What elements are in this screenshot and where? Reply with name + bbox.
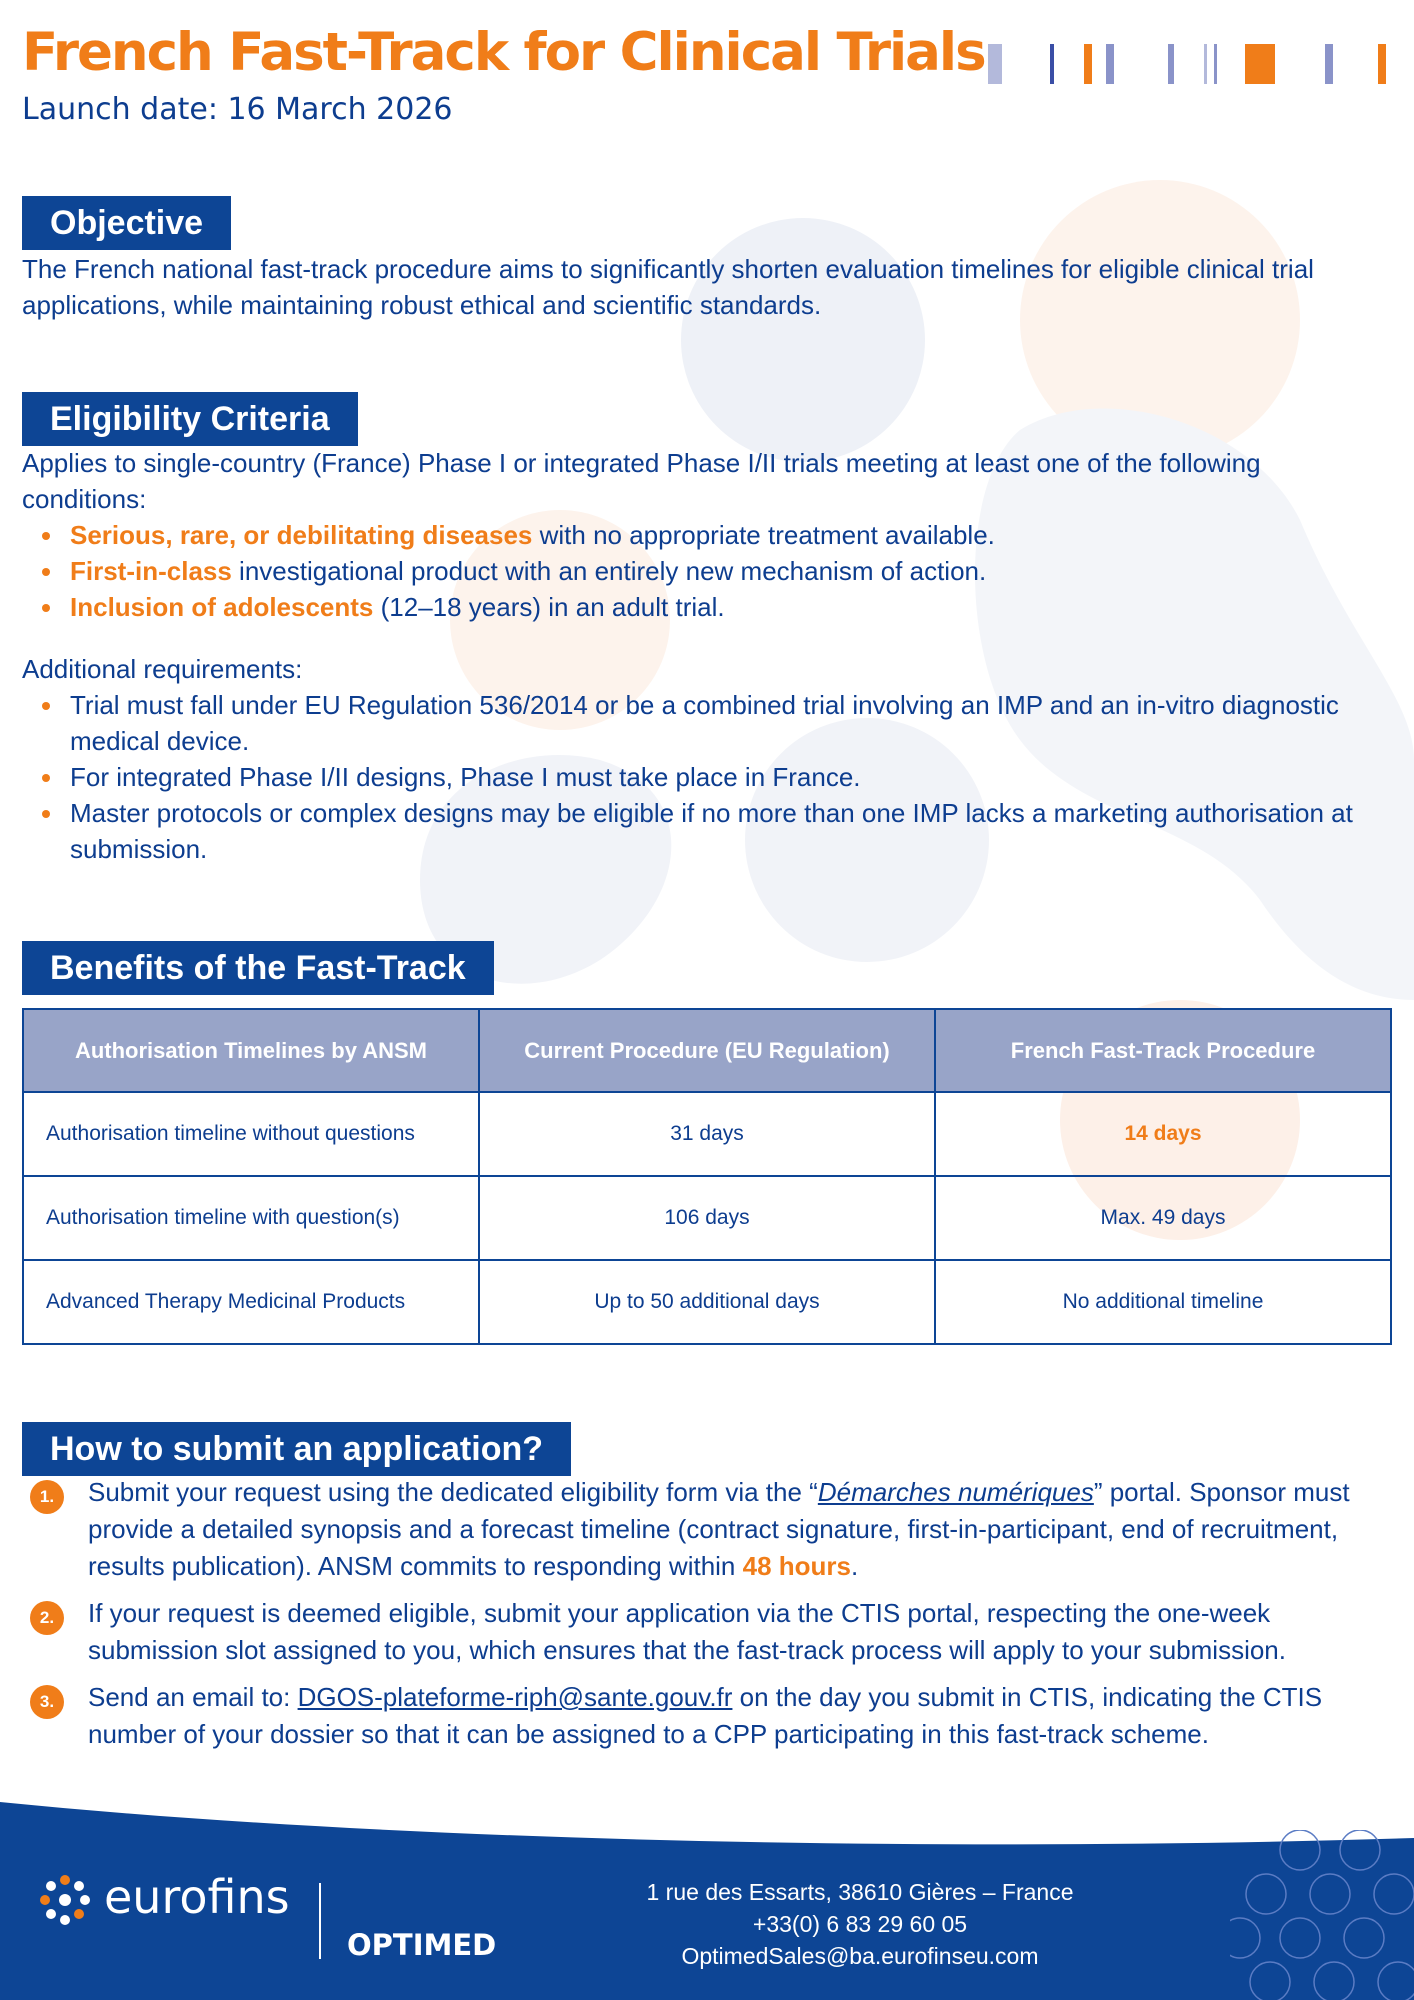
criterion-text: investigational product with an entirely new mechanism of action. (231, 556, 987, 586)
column-header: Authorisation Timelines by ANSM (23, 1009, 479, 1092)
table-row (23, 1092, 1391, 1176)
table-cell: 106 days (479, 1176, 935, 1260)
step-item (22, 1679, 1392, 1753)
step-number-badge: 1. (30, 1480, 64, 1514)
criterion-text: with no appropriate treatment available. (532, 520, 995, 550)
submit-steps (22, 1474, 1392, 1763)
step-text: . (850, 1551, 859, 1581)
step-text: Send an email to: (88, 1682, 298, 1712)
contact-block (560, 1876, 1160, 1972)
email-link[interactable]: DGOS-plateforme-riph@sante.gouv.fr (297, 1682, 733, 1712)
table-cell: Max. 49 days (935, 1176, 1391, 1260)
contact-address: 1 rue des Essarts, 38610 Gières – France (646, 1879, 1074, 1905)
table-cell: Advanced Therapy Medicinal Products (23, 1260, 479, 1344)
column-header: Current Procedure (EU Regulation) (479, 1009, 935, 1092)
criterion-highlight: First-in-class (70, 556, 232, 586)
footer (0, 1800, 1414, 2000)
portal-link[interactable]: Démarches numériques (817, 1477, 1094, 1507)
additional-requirements-label: Additional requirements: (22, 654, 303, 684)
logo-divider (319, 1883, 321, 1959)
step-text: If your request is deemed eligible, submit your application via the CTIS portal, respecting the one-week submission slot assigned to you, which ensures that the fast-track process will apply to your submission. (88, 1598, 1286, 1665)
eurofins-logo-text: eurofins (104, 1870, 290, 1924)
table-cell: Up to 50 additional days (479, 1260, 935, 1344)
submit-heading: How to submit an application? (22, 1422, 571, 1476)
step-item (22, 1595, 1392, 1669)
eurofins-logo-icon (38, 1873, 92, 1927)
column-header: French Fast-Track Procedure (935, 1009, 1391, 1092)
table-header-row (23, 1009, 1391, 1092)
page-title: French Fast-Track for Clinical Trials (22, 22, 985, 83)
table-cell-highlight: 14 days (935, 1092, 1391, 1176)
optimed-logo-text: OPTIMED (347, 1928, 497, 1962)
step-text: ” portal. Sponsor must provide a detailed synopsis and a forecast timeline (contract signature, first-in-participant, end of recruitment, results publication). ANSM commits to responding within (88, 1477, 1350, 1581)
table-cell: 31 days (479, 1092, 935, 1176)
response-time-highlight: 48 hours (742, 1551, 851, 1581)
contact-email[interactable]: OptimedSales@ba.eurofinseu.com (681, 1943, 1039, 1969)
additional-requirements-list (22, 687, 1392, 867)
requirement-item: For integrated Phase I/II designs, Phase I must take place in France. (22, 759, 1392, 795)
launch-date: Launch date: 16 March 2026 (22, 92, 453, 127)
eligibility-intro: Applies to single-country (France) Phase I or integrated Phase I/II trials meeting at least one of the following conditions: (22, 448, 1261, 514)
table-row (23, 1260, 1391, 1344)
step-number-badge: 2. (30, 1601, 64, 1635)
eligibility-heading: Eligibility Criteria (22, 392, 358, 446)
criterion-highlight: Serious, rare, or debilitating diseases (70, 520, 533, 550)
step-text: on the day you submit in CTIS, indicating the CTIS number of your dossier so that it can be assigned to a CPP participating in this fast-track scheme. (88, 1682, 1323, 1749)
requirement-item: Trial must fall under EU Regulation 536/2014 or be a combined trial involving an IMP and an in-vitro diagnostic medical device. (22, 687, 1392, 759)
objective-text: The French national fast-track procedure aims to significantly shorten evaluation timelines for eligible clinical trial applications, while maintaining robust ethical and scientific standards. (22, 254, 1314, 320)
criterion-highlight: Inclusion of adolescents (70, 592, 374, 622)
circles-decoration (1230, 1830, 1414, 2000)
criterion-item (22, 553, 1392, 589)
criterion-item (22, 517, 1392, 553)
table-cell: No additional timeline (935, 1260, 1391, 1344)
benefits-heading: Benefits of the Fast-Track (22, 941, 494, 995)
objective-heading: Objective (22, 196, 231, 250)
contact-phone[interactable]: +33(0) 6 83 29 60 05 (752, 1911, 968, 1937)
timelines-table (22, 1008, 1392, 1345)
table-row (23, 1176, 1391, 1260)
eligibility-criteria-list (22, 517, 1392, 625)
requirement-item: Master protocols or complex designs may be eligible if no more than one IMP lacks a marketing authorisation at submission. (22, 795, 1392, 867)
step-text: Submit your request using the dedicated eligibility form via the “ (88, 1477, 818, 1507)
barcode-decoration (980, 44, 1392, 84)
step-number-badge: 3. (30, 1685, 64, 1719)
table-cell: Authorisation timeline with question(s) (23, 1176, 479, 1260)
criterion-item (22, 589, 1392, 625)
step-item (22, 1474, 1392, 1585)
criterion-text: (12–18 years) in an adult trial. (373, 592, 725, 622)
table-cell: Authorisation timeline without questions (23, 1092, 479, 1176)
